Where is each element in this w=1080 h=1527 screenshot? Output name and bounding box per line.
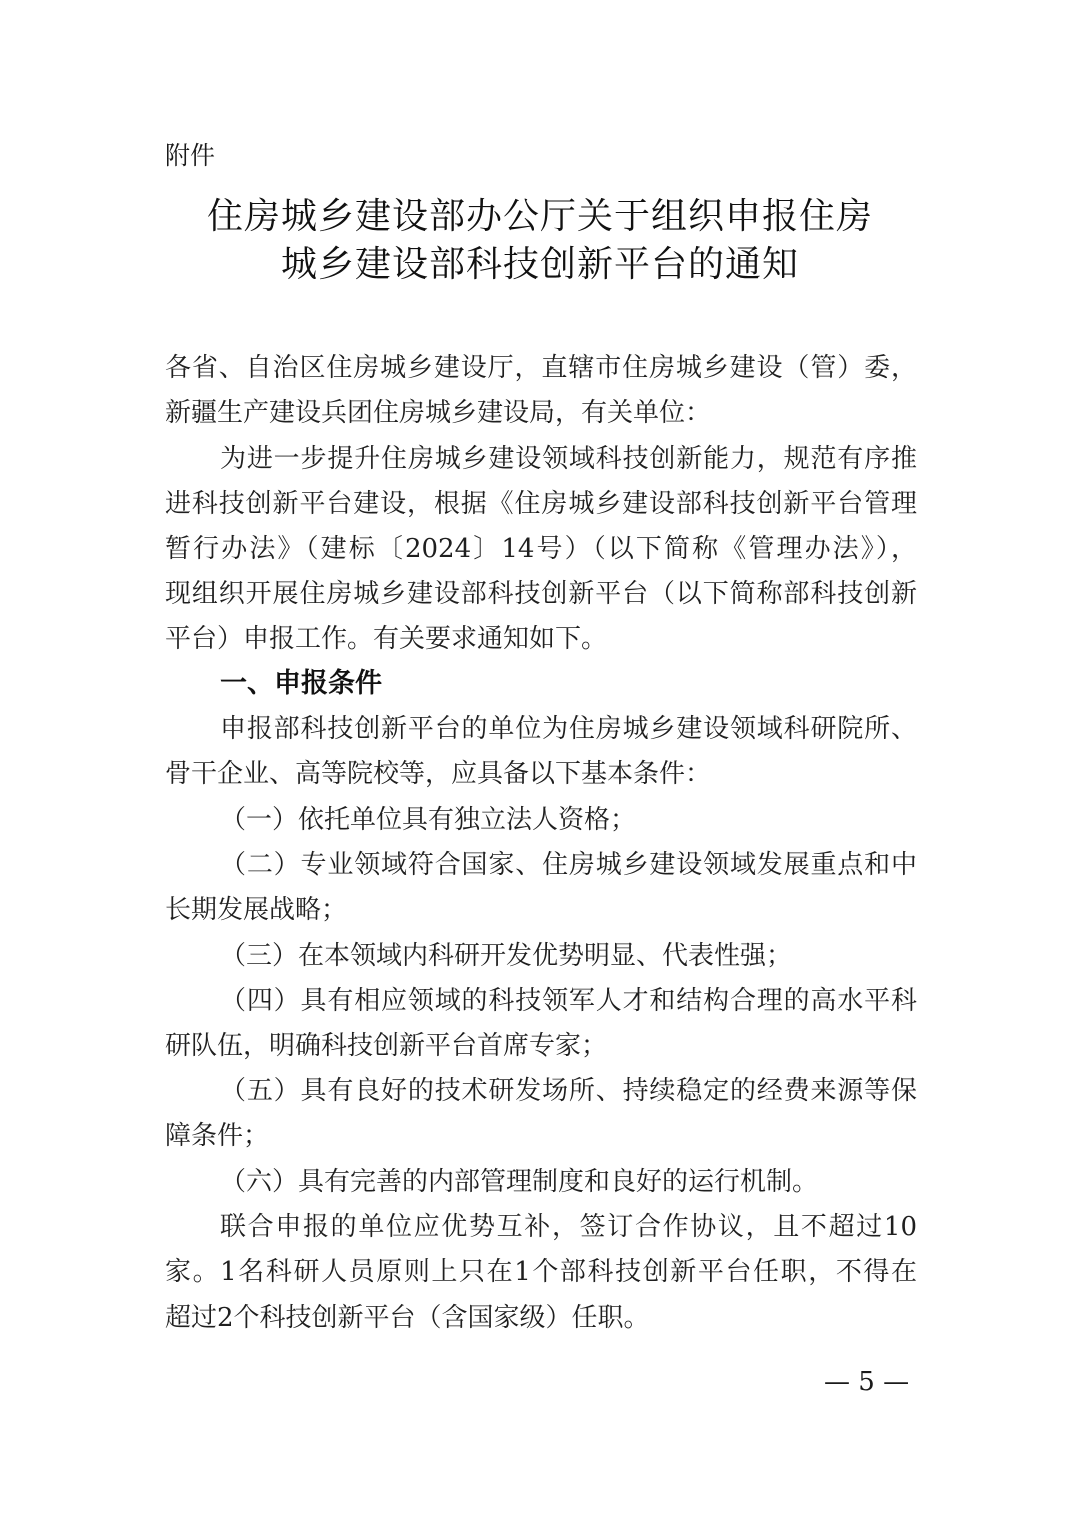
condition-2-line-2: 长期发展战略； [165,895,348,925]
condition-6: （六）具有完善的内部管理制度和良好的运行机制。 [220,1167,819,1197]
intro-line-1: 为进一步提升住房城乡建设领域科技创新能力，规范有序推 [220,444,917,474]
intro-line-2: 进科技创新平台建设，根据《住房城乡建设部科技创新平台管理 [165,489,917,519]
condition-4-line-1: （四）具有相应领域的科技领军人才和结构合理的高水平科 [220,986,917,1016]
intro-line-5: 平台）申报工作。有关要求通知如下。 [165,624,608,654]
page-number: — 5 — [824,1367,910,1397]
document-title-line-2: 城乡建设部科技创新平台的通知 [280,244,799,285]
section-para-line-1: 申报部科技创新平台的单位为住房城乡建设领域科研院所、 [220,714,917,744]
document-title-line-1: 住房城乡建设部办公厅关于组织申报住房 [206,196,873,237]
joint-line-1: 联合申报的单位应优势互补，签订合作协议，且不超过10 [220,1212,917,1242]
condition-3: （三）在本领域内科研开发优势明显、代表性强； [220,941,793,971]
intro-line-3: 暂行办法》（建标〔2024〕14号）（以下简称《管理办法》）， [165,534,917,564]
condition-1: （一）依托单位具有独立法人资格； [220,805,637,835]
section-para-line-2: 骨干企业、高等院校等，应具备以下基本条件： [165,759,712,789]
intro-line-4: 现组织开展住房城乡建设部科技创新平台（以下简称部科技创新 [165,579,917,609]
condition-5-line-2: 障条件； [165,1121,270,1151]
joint-line-3: 超过2个科技创新平台（含国家级）任职。 [165,1303,650,1333]
condition-2-line-1: （二）专业领域符合国家、住房城乡建设领域发展重点和中 [220,850,917,880]
joint-line-2: 家。1名科研人员原则上只在1个部科技创新平台任职，不得在 [165,1257,917,1287]
attachment-label: 附件 [165,141,216,170]
addressee-line-2: 新疆生产建设兵团住房城乡建设局，有关单位： [165,398,712,428]
section-heading: 一、申报条件 [220,668,382,699]
addressee-line-1: 各省、自治区住房城乡建设厅，直辖市住房城乡建设（管）委， [165,353,917,383]
condition-5-line-1: （五）具有良好的技术研发场所、持续稳定的经费来源等保 [220,1076,917,1106]
condition-4-line-2: 研队伍，明确科技创新平台首席专家； [165,1031,608,1061]
